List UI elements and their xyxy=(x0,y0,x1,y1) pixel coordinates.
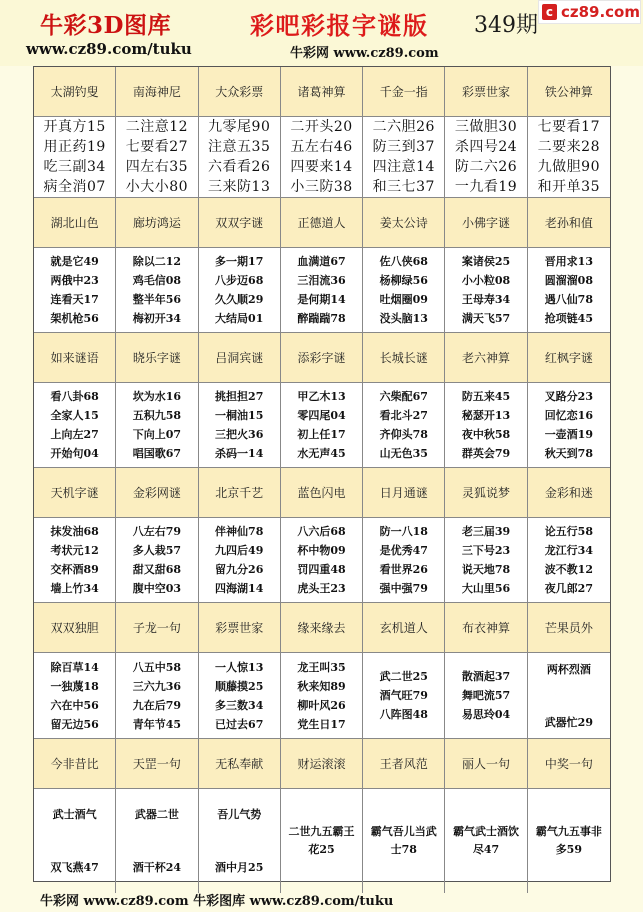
puzzle-line: 多人栽57 xyxy=(132,544,182,557)
puzzle-line: 甜又甜68 xyxy=(132,563,182,576)
puzzle-line: 防五来45 xyxy=(461,390,511,403)
puzzle-line: 注意五35 xyxy=(208,139,271,155)
puzzle-line: 连看天17 xyxy=(50,293,99,306)
puzzle-cell xyxy=(363,248,445,333)
watermark-logo xyxy=(538,0,641,24)
puzzle-line: 三六九36 xyxy=(132,679,182,693)
puzzle-cell xyxy=(445,117,527,198)
column-header: 双双字谜 xyxy=(199,198,281,248)
puzzle-line: 一九看19 xyxy=(454,179,518,195)
puzzle-cell xyxy=(363,518,445,603)
column-header: 玄机道人 xyxy=(363,603,445,653)
puzzle-line: 用正药19 xyxy=(43,139,106,155)
column-header: 子龙一句 xyxy=(116,603,198,653)
puzzle-line: 罚四重48 xyxy=(297,563,346,576)
puzzle-cell xyxy=(34,653,116,739)
puzzle-cell xyxy=(116,248,198,333)
puzzle-line: 病全消07 xyxy=(43,179,106,195)
column-header: 小佛字谜 xyxy=(445,198,527,248)
puzzle-line: 波不教12 xyxy=(544,563,593,576)
puzzle-cell xyxy=(116,518,198,603)
puzzle-line: 党生日17 xyxy=(297,717,346,731)
puzzle-line: 易思玲04 xyxy=(461,708,511,721)
puzzle-line: 吃三副34 xyxy=(43,159,106,175)
puzzle-cell xyxy=(281,117,363,198)
puzzle-line: 秘瑟开13 xyxy=(461,409,511,422)
puzzle-table xyxy=(33,66,611,882)
column-header: 天罡一句 xyxy=(116,739,198,789)
puzzle-line: 夜中秋58 xyxy=(461,428,511,441)
puzzle-line: 齐仰头78 xyxy=(379,428,428,441)
column-header: 芒果员外 xyxy=(528,603,610,653)
puzzle-line: 武器忙29 xyxy=(544,715,593,729)
site-title: 牛彩3D图库 xyxy=(40,12,171,39)
puzzle-line: 血满道67 xyxy=(297,255,346,268)
puzzle-line: 看世界26 xyxy=(379,563,428,576)
puzzle-cell xyxy=(363,117,445,198)
puzzle-cell xyxy=(116,789,198,893)
puzzle-line: 散酒起37 xyxy=(461,670,511,683)
puzzle-cell xyxy=(281,248,363,333)
puzzle-line: 架机枪56 xyxy=(50,312,99,325)
puzzle-cell xyxy=(34,383,116,468)
puzzle-cell xyxy=(528,117,610,198)
puzzle-cell xyxy=(281,383,363,468)
puzzle-line: 一桐油15 xyxy=(215,409,264,422)
puzzle-line: 全家人15 xyxy=(50,409,99,422)
puzzle-line: 霸气武士酒饮尽47 xyxy=(453,825,520,856)
puzzle-line: 四注意14 xyxy=(372,159,435,175)
column-header: 今非昔比 xyxy=(34,739,116,789)
puzzle-line: 零四尾04 xyxy=(297,409,346,422)
puzzle-cell xyxy=(199,383,281,468)
puzzle-cell xyxy=(34,117,116,198)
puzzle-line: 三来防13 xyxy=(208,179,271,195)
puzzle-line: 七要看17 xyxy=(537,119,600,135)
header-banner xyxy=(0,0,643,66)
puzzle-line: 除百草14 xyxy=(50,660,99,674)
puzzle-line: 二六胆26 xyxy=(372,119,435,135)
puzzle-line: 酒气旺79 xyxy=(379,689,428,702)
puzzle-cell xyxy=(445,653,527,739)
column-header: 金彩网谜 xyxy=(116,468,198,518)
puzzle-line: 六看看26 xyxy=(208,159,271,175)
puzzle-line: 四海湖14 xyxy=(215,582,264,595)
puzzle-line: 留九分26 xyxy=(215,563,264,576)
puzzle-line: 顺藤摸25 xyxy=(215,679,264,693)
puzzle-line: 二注意12 xyxy=(125,119,189,135)
puzzle-cell xyxy=(445,248,527,333)
puzzle-line: 大结局01 xyxy=(215,312,264,325)
puzzle-line: 舞吧流57 xyxy=(461,689,511,702)
puzzle-line: 和三七37 xyxy=(372,179,435,195)
puzzle-line: 考状元12 xyxy=(50,544,99,557)
column-header: 晓乐字谜 xyxy=(116,333,198,383)
puzzle-line: 八六后68 xyxy=(297,525,346,538)
puzzle-line: 除以二12 xyxy=(132,255,182,268)
puzzle-line: 吐烟圈09 xyxy=(379,293,428,306)
puzzle-line: 满天飞57 xyxy=(461,312,511,325)
puzzle-line: 青年节45 xyxy=(132,717,182,731)
tuku-url[interactable]: www.cz89.com/tuku xyxy=(26,40,192,58)
puzzle-line: 四左右35 xyxy=(125,159,189,175)
puzzle-line: 论五行58 xyxy=(544,525,593,538)
puzzle-line: 霸气九五事非多59 xyxy=(535,825,602,856)
column-header: 金彩和迷 xyxy=(528,468,610,518)
puzzle-line: 留无边56 xyxy=(50,717,99,731)
puzzle-line: 八步迈68 xyxy=(215,274,264,287)
puzzle-line: 虎头王23 xyxy=(297,582,346,595)
puzzle-line: 老三届39 xyxy=(461,525,511,538)
puzzle-line: 大山里56 xyxy=(461,582,511,595)
puzzle-line: 群英会79 xyxy=(461,447,511,460)
puzzle-cell xyxy=(363,653,445,739)
puzzle-line: 上向左27 xyxy=(50,428,99,441)
puzzle-line: 九做胆90 xyxy=(537,159,600,175)
puzzle-line: 两杯烈酒 xyxy=(546,662,591,676)
puzzle-line: 和开单35 xyxy=(537,179,600,195)
puzzle-line: 醉踹踹78 xyxy=(297,312,346,325)
column-header: 姜太公诗 xyxy=(363,198,445,248)
puzzle-line: 多一期17 xyxy=(215,255,264,268)
puzzle-line: 龙江行34 xyxy=(544,544,593,557)
puzzle-cell xyxy=(199,653,281,739)
puzzle-line: 甲乙木13 xyxy=(297,390,346,403)
puzzle-line: 五左右46 xyxy=(290,139,353,155)
puzzle-cell xyxy=(199,789,281,893)
puzzle-line: 开始句04 xyxy=(50,447,99,460)
puzzle-line: 小大小80 xyxy=(125,179,189,195)
column-header: 双双独胆 xyxy=(34,603,116,653)
site-url[interactable]: 牛彩网 www.cz89.com xyxy=(290,46,439,61)
puzzle-line: 多三数34 xyxy=(215,698,264,712)
puzzle-line: 梅初开34 xyxy=(132,312,182,325)
puzzle-line: 杀四号24 xyxy=(454,139,518,155)
puzzle-line: 四要来14 xyxy=(290,159,353,175)
puzzle-line: 坎为水16 xyxy=(132,390,182,403)
column-header: 添彩字谜 xyxy=(281,333,363,383)
puzzle-cell xyxy=(281,653,363,739)
column-header: 正德道人 xyxy=(281,198,363,248)
puzzle-line: 八阵图48 xyxy=(379,708,428,721)
puzzle-line: 酒干杯24 xyxy=(132,861,182,874)
logo-icon: c xyxy=(542,4,557,20)
puzzle-line: 说天地78 xyxy=(461,563,511,576)
puzzle-line: 挑担担27 xyxy=(215,390,264,403)
puzzle-line: 秋来知89 xyxy=(297,679,346,693)
puzzle-line: 腹中空03 xyxy=(132,582,182,595)
puzzle-line: 鸡毛信08 xyxy=(132,274,182,287)
puzzle-cell xyxy=(528,383,610,468)
puzzle-line: 武器二世 xyxy=(134,808,179,821)
puzzle-line: 酒中月25 xyxy=(215,861,264,874)
puzzle-line: 遇八仙78 xyxy=(544,293,593,306)
puzzle-line: 二要来28 xyxy=(537,139,600,155)
puzzle-line: 三泪流36 xyxy=(297,274,346,287)
puzzle-line: 佐八侠68 xyxy=(379,255,428,268)
puzzle-line: 杨柳绿56 xyxy=(379,274,428,287)
puzzle-cell xyxy=(528,789,610,893)
puzzle-line: 二世九五霸王花25 xyxy=(288,825,355,856)
column-header: 财运滚滚 xyxy=(281,739,363,789)
puzzle-cell xyxy=(363,383,445,468)
puzzle-line: 伴神仙78 xyxy=(215,525,264,538)
puzzle-line: 就是它49 xyxy=(50,255,99,268)
puzzle-line: 龙王叫35 xyxy=(297,660,346,674)
puzzle-line: 已过去67 xyxy=(215,717,264,731)
column-header: 诸葛神算 xyxy=(281,67,363,117)
column-header: 老孙和值 xyxy=(528,198,610,248)
puzzle-cell xyxy=(528,653,610,739)
column-header: 北京千艺 xyxy=(199,468,281,518)
puzzle-cell xyxy=(116,117,198,198)
column-header: 太湖钓叟 xyxy=(34,67,116,117)
puzzle-cell xyxy=(445,789,527,893)
column-header: 老六神算 xyxy=(445,333,527,383)
column-header: 大众彩票 xyxy=(199,67,281,117)
puzzle-line: 小三防38 xyxy=(290,179,353,195)
puzzle-line: 叉路分23 xyxy=(544,390,593,403)
puzzle-line: 八左右79 xyxy=(132,525,182,538)
column-header: 缘来缘去 xyxy=(281,603,363,653)
puzzle-line: 防二六26 xyxy=(454,159,518,175)
column-header: 吕洞宾谜 xyxy=(199,333,281,383)
puzzle-line: 看北斗27 xyxy=(379,409,428,422)
puzzle-line: 霸气吾儿当武士78 xyxy=(370,825,437,856)
puzzle-line: 是何期14 xyxy=(297,293,346,306)
puzzle-cell xyxy=(199,518,281,603)
puzzle-cell xyxy=(199,117,281,198)
puzzle-line: 整半年56 xyxy=(132,293,182,306)
puzzle-line: 秋天到78 xyxy=(544,447,593,460)
puzzle-line: 武二世25 xyxy=(379,670,428,683)
puzzle-cell xyxy=(34,789,116,893)
puzzle-line: 吾儿气势 xyxy=(217,808,262,821)
puzzle-cell xyxy=(445,518,527,603)
puzzle-cell xyxy=(199,248,281,333)
puzzle-line: 小小粒08 xyxy=(461,274,511,287)
puzzle-line: 武士酒气 xyxy=(52,808,97,821)
puzzle-line: 强中强79 xyxy=(379,582,428,595)
puzzle-line: 六柴配67 xyxy=(379,390,428,403)
column-header: 天机字谜 xyxy=(34,468,116,518)
puzzle-cell xyxy=(281,789,363,893)
puzzle-line: 三下号23 xyxy=(461,544,511,557)
puzzle-line: 久久顺29 xyxy=(215,293,264,306)
puzzle-cell xyxy=(281,518,363,603)
column-header: 长城长谜 xyxy=(363,333,445,383)
column-header: 中奖一句 xyxy=(528,739,610,789)
puzzle-line: 两俄中23 xyxy=(50,274,99,287)
footer-urls: 牛彩网 www.cz89.com 牛彩图库 www.cz89.com/tuku xyxy=(40,894,394,909)
puzzle-line: 一独蔑18 xyxy=(50,679,99,693)
puzzle-line: 抢项链45 xyxy=(544,312,593,325)
puzzle-line: 晋用求13 xyxy=(544,255,593,268)
puzzle-line: 一人惊13 xyxy=(215,660,264,674)
column-header: 布衣神算 xyxy=(445,603,527,653)
puzzle-line: 抹发油68 xyxy=(50,525,99,538)
puzzle-line: 七要看27 xyxy=(125,139,189,155)
column-header: 日月通谜 xyxy=(363,468,445,518)
puzzle-line: 三做胆30 xyxy=(454,119,518,135)
puzzle-line: 交杯酒89 xyxy=(50,563,99,576)
column-header: 丽人一句 xyxy=(445,739,527,789)
puzzle-cell xyxy=(116,653,198,739)
puzzle-cell xyxy=(528,248,610,333)
puzzle-cell xyxy=(116,383,198,468)
puzzle-line: 圆溜溜08 xyxy=(544,274,593,287)
puzzle-line: 杀码一14 xyxy=(215,447,264,460)
puzzle-line: 防一八18 xyxy=(379,525,428,538)
puzzle-line: 一壶酒19 xyxy=(544,428,593,441)
column-header: 千金一指 xyxy=(363,67,445,117)
column-header: 灵狐说梦 xyxy=(445,468,527,518)
puzzle-line: 六在中56 xyxy=(50,698,99,712)
puzzle-line: 山无色35 xyxy=(379,447,428,460)
column-header: 如来谜语 xyxy=(34,333,116,383)
main-title: 彩吧彩报字谜版 xyxy=(250,11,429,40)
puzzle-line: 九在后79 xyxy=(132,698,182,712)
puzzle-line: 柳叶风26 xyxy=(297,698,346,712)
puzzle-line: 双飞燕47 xyxy=(50,861,99,874)
puzzle-line: 案诸侯25 xyxy=(461,255,511,268)
column-header: 蓝色闪电 xyxy=(281,468,363,518)
puzzle-line: 初上任17 xyxy=(297,428,346,441)
column-header: 廊坊鸿运 xyxy=(116,198,198,248)
puzzle-cell xyxy=(445,383,527,468)
puzzle-line: 没头脑13 xyxy=(379,312,428,325)
puzzle-cell xyxy=(34,248,116,333)
logo-text: cz89.com xyxy=(560,3,640,21)
puzzle-line: 水无声45 xyxy=(297,447,346,460)
puzzle-line: 下向上07 xyxy=(132,428,182,441)
puzzle-line: 杯中物09 xyxy=(297,544,346,557)
puzzle-line: 五积九58 xyxy=(132,409,182,422)
puzzle-line: 开真方15 xyxy=(43,119,106,135)
column-header: 无私奉献 xyxy=(199,739,281,789)
puzzle-line: 九零尾90 xyxy=(208,119,271,135)
column-header: 王者风范 xyxy=(363,739,445,789)
column-header: 铁公神算 xyxy=(528,67,610,117)
puzzle-line: 夜几郎27 xyxy=(544,582,593,595)
column-header: 彩票世家 xyxy=(445,67,527,117)
puzzle-line: 墙上竹34 xyxy=(50,582,99,595)
puzzle-cell xyxy=(528,518,610,603)
puzzle-line: 二开头20 xyxy=(290,119,353,135)
puzzle-line: 防三到37 xyxy=(372,139,435,155)
puzzle-line: 是优秀47 xyxy=(379,544,428,557)
column-header: 南海神尼 xyxy=(116,67,198,117)
puzzle-cell xyxy=(34,518,116,603)
issue-number: 349期 xyxy=(474,13,538,38)
puzzle-line: 九四后49 xyxy=(215,544,264,557)
puzzle-line: 回忆恋16 xyxy=(544,409,593,422)
puzzle-line: 看八卦68 xyxy=(50,390,99,403)
column-header: 红枫字谜 xyxy=(528,333,610,383)
puzzle-line: 八五中58 xyxy=(132,660,182,674)
puzzle-cell xyxy=(363,789,445,893)
column-header: 湖北山色 xyxy=(34,198,116,248)
puzzle-line: 三把火36 xyxy=(215,428,264,441)
puzzle-line: 王母寿34 xyxy=(461,293,511,306)
puzzle-line: 唱国歌67 xyxy=(132,447,182,460)
column-header: 彩票世家 xyxy=(199,603,281,653)
